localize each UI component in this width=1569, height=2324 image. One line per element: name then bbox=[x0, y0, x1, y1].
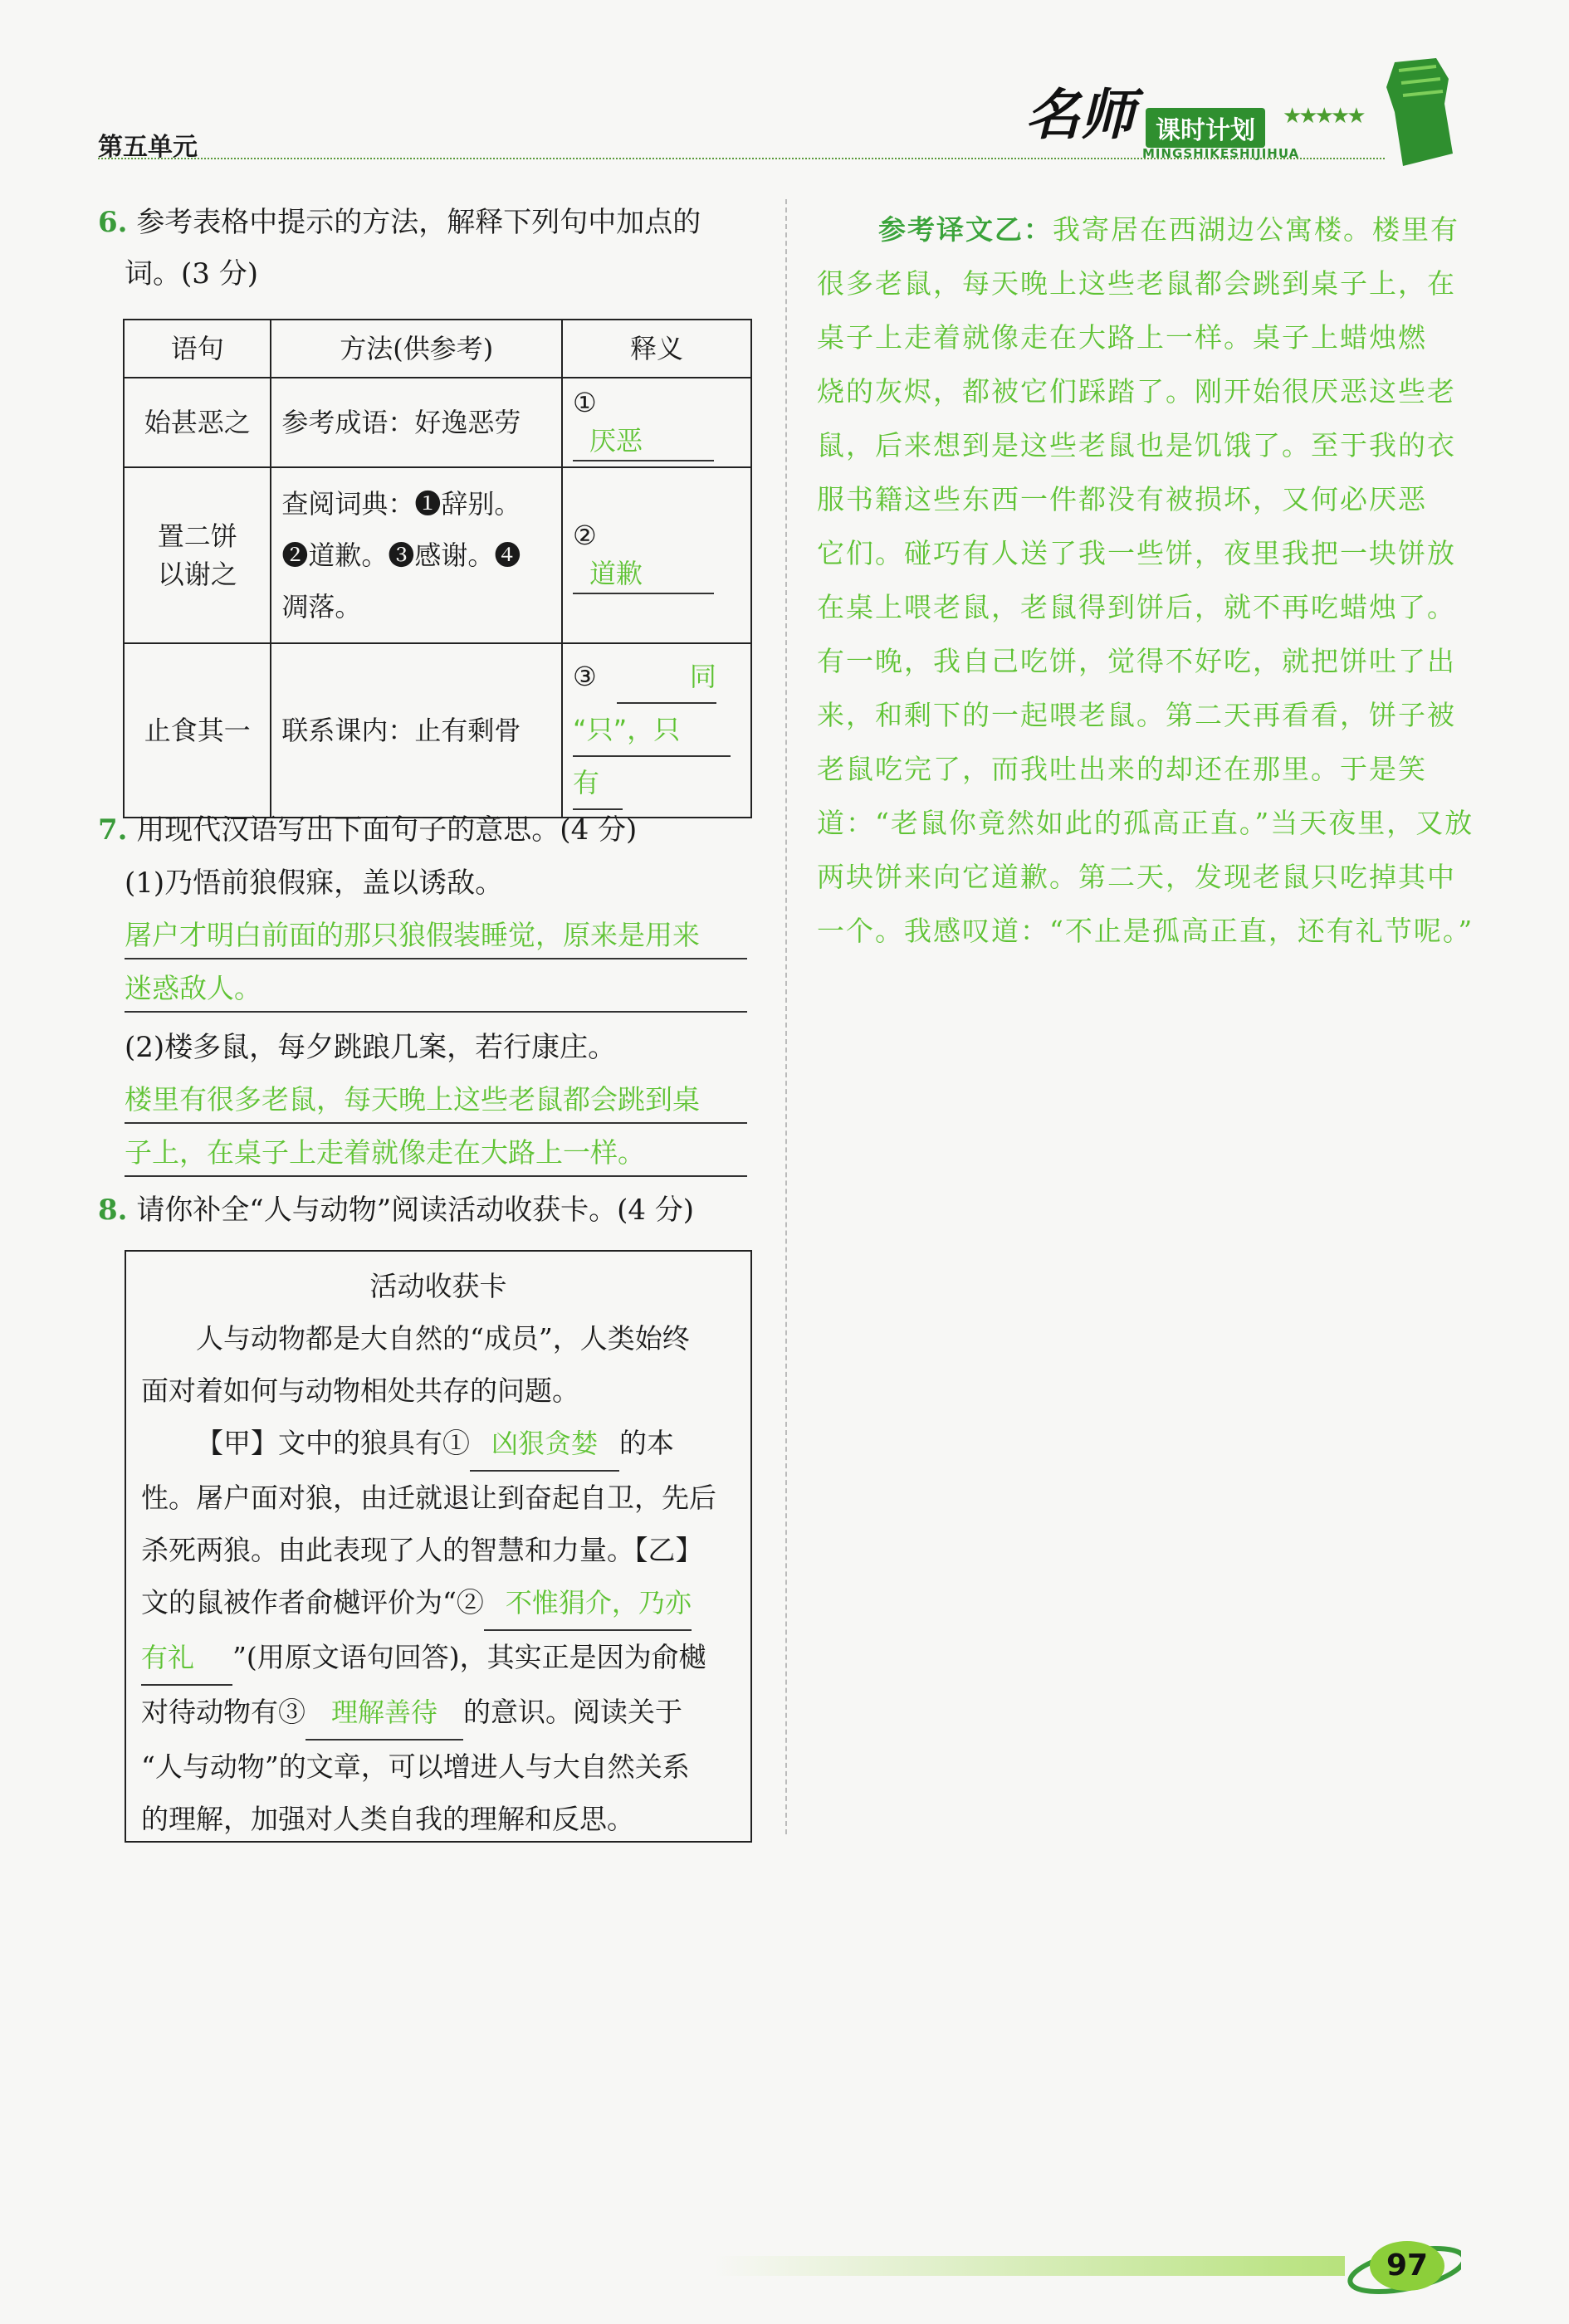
translation-line: 服书籍这些东西一件都没有被损坏，又何必厌恶 bbox=[817, 483, 1427, 515]
card-text: 性。屠户面对狼，由迁就退让到奋起自卫，先后 bbox=[141, 1482, 716, 1514]
q8-prompt bbox=[98, 1192, 694, 1228]
card-text: 的本 bbox=[619, 1427, 674, 1459]
table-row bbox=[124, 643, 751, 818]
table-header: 语句 bbox=[124, 320, 271, 378]
q6-prompt bbox=[98, 204, 701, 241]
table-row bbox=[124, 467, 751, 643]
translation-line: 老鼠吃完了，而我吐出来的却还在那里。于是笑 bbox=[817, 753, 1427, 785]
card-line bbox=[141, 1417, 736, 1472]
q7-answer-2-line2: 子上，在桌子上走着就像走在大路上一样。 bbox=[125, 1130, 747, 1177]
answer-value: “只”，只 bbox=[573, 704, 731, 757]
translation-block bbox=[817, 203, 1481, 958]
card-line bbox=[141, 1631, 736, 1686]
answer-marker: ③ bbox=[573, 661, 597, 692]
card-line bbox=[141, 1576, 736, 1631]
answer-value: 有 bbox=[573, 757, 623, 810]
card-answer-3: 理解善待 bbox=[305, 1687, 463, 1741]
sentence-line: 置二饼 bbox=[157, 520, 237, 552]
translation-label: 参考译文乙： bbox=[878, 213, 1053, 246]
table-header: 释义 bbox=[562, 320, 751, 378]
q7-text: 用现代汉语写出下面句子的意思。(4 分) bbox=[136, 813, 638, 847]
card-text: 文的鼠被作者俞樾评价为“② bbox=[141, 1586, 484, 1618]
answer-cell bbox=[562, 467, 751, 643]
footer-band bbox=[714, 2256, 1345, 2276]
q7-answer-2-line1: 楼里有很多老鼠，每天晚上这些老鼠都会跳到桌 bbox=[125, 1077, 747, 1124]
translation-line: 在桌上喂老鼠，老鼠得到饼后，就不再吃蜡烛了。 bbox=[817, 591, 1456, 623]
sentence-cell bbox=[124, 643, 271, 818]
q8-text: 请你补全“人与动物”阅读活动收获卡。(4 分) bbox=[136, 1194, 695, 1227]
translation-line: 桌子上走着就像走在大路上一样。桌子上蜡烛燃 bbox=[817, 321, 1427, 354]
activity-card bbox=[125, 1250, 752, 1843]
q6-text-line1: 参考表格中提示的方法，解释下列句中加点的 bbox=[136, 206, 701, 239]
unit-title: 第五单元 bbox=[98, 133, 198, 162]
q6-table bbox=[123, 319, 752, 818]
translation-line: 鼠，后来想到是这些老鼠也是饥饿了。至于我的衣 bbox=[817, 429, 1456, 461]
translation-line: 烧的灰烬，都被它们踩踏了。刚开始很厌恶这些老 bbox=[817, 375, 1456, 408]
translation-line: 道：“老鼠你竟然如此的孤高正直。”当天夜里，又放 bbox=[817, 807, 1474, 839]
answer-marker: ② bbox=[573, 520, 597, 551]
translation-line: 来，和剩下的一起喂老鼠。第二天再看看，饼子被 bbox=[817, 699, 1456, 731]
method-cell: 联系课内：止有剩骨 bbox=[271, 643, 562, 818]
column-divider bbox=[785, 199, 787, 1834]
method-line: ❷道歉。❸感谢。❹ bbox=[281, 540, 521, 571]
table-header: 方法(供参考) bbox=[271, 320, 562, 378]
answer-value: 同 bbox=[617, 651, 716, 704]
q7-answer-1-line2: 迷惑敌人。 bbox=[125, 966, 747, 1013]
q7-prompt bbox=[98, 812, 637, 848]
sentence-cell bbox=[124, 378, 271, 467]
q8-number: 8. bbox=[98, 1194, 128, 1227]
method-cell: 参考成语：好逸恶劳 bbox=[271, 378, 562, 467]
answer-value: 厌恶 bbox=[573, 422, 714, 461]
card-text: ”(用原文语句回答)，其实正是因为俞樾 bbox=[232, 1641, 706, 1673]
translation-line: 它们。碰巧有人送了我一些饼，夜里我把一块饼放 bbox=[817, 537, 1456, 569]
sentence-cell bbox=[124, 467, 271, 643]
sentence: 止食其一 bbox=[144, 715, 251, 746]
card-answer-2b: 有礼 bbox=[141, 1632, 232, 1686]
method-line: 凋落。 bbox=[281, 591, 362, 622]
page-number: 97 bbox=[1370, 2241, 1444, 2291]
sentence: 始甚恶之 bbox=[144, 407, 251, 438]
translation-line: 两块饼来向它道歉。第二天，发现老鼠只吃掉其中 bbox=[817, 861, 1456, 893]
card-text: 面对着如何与动物相处共存的问题。 bbox=[141, 1374, 579, 1407]
table-row bbox=[124, 378, 751, 467]
sentence-line: 以谢之 bbox=[157, 559, 237, 590]
answer-value: 道歉 bbox=[573, 554, 714, 594]
card-answer-1: 凶狠贪婪 bbox=[470, 1418, 619, 1472]
card-text: 的意识。阅读关于 bbox=[463, 1696, 682, 1728]
logo-subtitle: MINGSHIKESHIJIHUA bbox=[1142, 146, 1300, 161]
q7-sentence-2: (2)楼多鼠，每夕跳踉几案，若行康庄。 bbox=[125, 1031, 617, 1064]
method-line: 查阅词典：❶辞别。 bbox=[281, 488, 521, 520]
answer-cell bbox=[562, 378, 751, 467]
card-title: 活动收获卡 bbox=[369, 1270, 507, 1302]
card-line bbox=[141, 1686, 736, 1741]
translation-line: 参考译文乙：我寄居在西湖边公寓楼。楼里有 bbox=[878, 213, 1459, 246]
card-answer-2a: 不惟狷介，乃亦 bbox=[484, 1577, 692, 1631]
card-text: 杀死两狼。由此表现了人的智慧和力量。【乙】 bbox=[141, 1534, 703, 1566]
card-text: “人与动物”的文章，可以增进人与大自然关系 bbox=[141, 1750, 690, 1783]
logo-box: 课时计划 bbox=[1146, 108, 1265, 148]
logo-script: 名师 bbox=[1025, 82, 1135, 147]
answer-cell bbox=[562, 643, 751, 818]
stars-icon: ★★★★★ bbox=[1283, 104, 1363, 129]
q7-answer-1-line1: 屠户才明白前面的那只狼假装睡觉，原来是用来 bbox=[125, 913, 747, 959]
card-text: 对待动物有③ bbox=[141, 1696, 305, 1728]
q6-text-line2: 词。(3 分) bbox=[125, 257, 258, 290]
translation-line: 有一晚，我自己吃饼，觉得不好吃，就把饼吐了出 bbox=[817, 645, 1456, 677]
answer-marker: ① bbox=[573, 387, 597, 418]
q7-number: 7. bbox=[98, 813, 128, 847]
fist-icon bbox=[1370, 54, 1461, 170]
q6-number: 6. bbox=[98, 206, 128, 239]
translation-line: 一个。我感叹道：“不止是孤高正直，还有礼节呢。” bbox=[817, 915, 1474, 947]
method-cell bbox=[271, 467, 562, 643]
card-text: 【甲】文中的狼具有① bbox=[196, 1427, 470, 1459]
card-text: 人与动物都是大自然的“成员”，人类始终 bbox=[196, 1322, 690, 1355]
translation-line: 很多老鼠，每天晚上这些老鼠都会跳到桌子上，在 bbox=[817, 267, 1456, 300]
card-text: 的理解，加强对人类自我的理解和反思。 bbox=[141, 1803, 634, 1835]
q7-sentence-1: (1)乃悟前狼假寐，盖以诱敌。 bbox=[125, 867, 504, 900]
